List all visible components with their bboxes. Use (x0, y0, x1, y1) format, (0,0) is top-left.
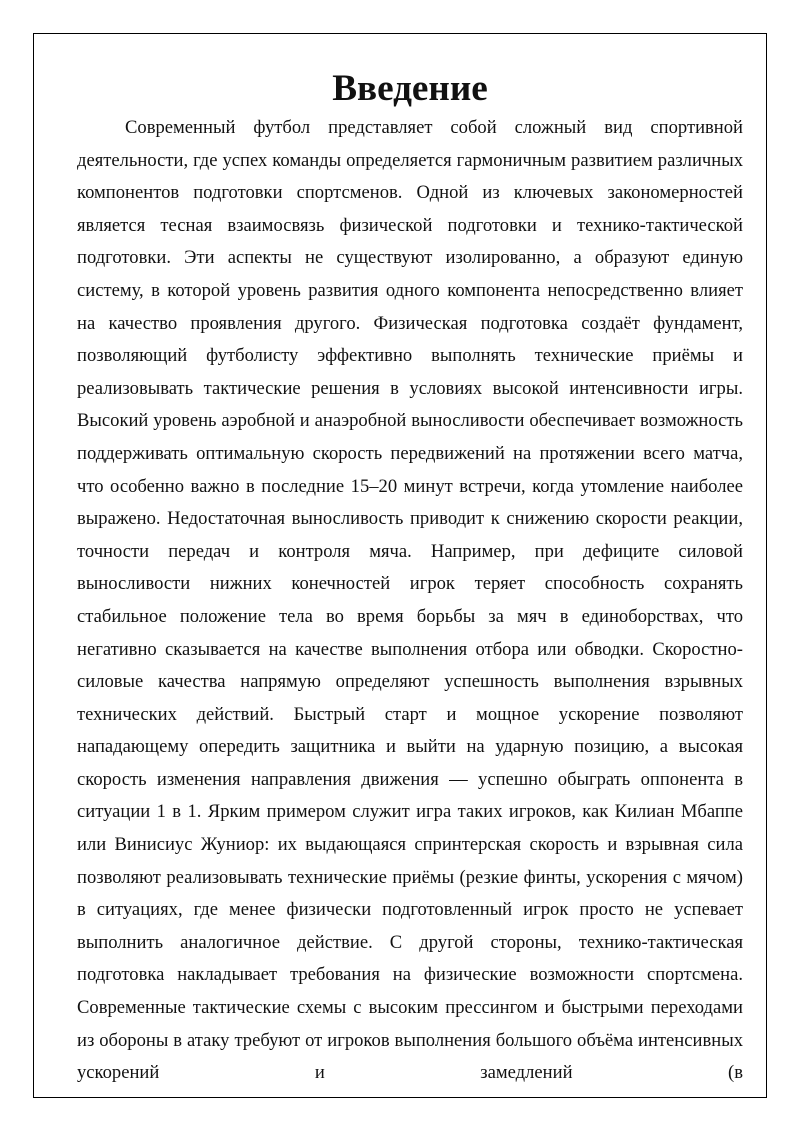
page (33, 33, 767, 1098)
document-title: Введение (332, 68, 488, 109)
document-paragraph: Современный футбол представляет собой сложный вид спортивной деятельности, где успех команды определяется гармоничным развитием различных компонентов подготовки спортсменов. Одной из ключевых закономерностей является тесная взаимосвязь физической подготовки и технико-тактической подготовки. Эти аспекты не существуют изолированно, а образуют единую систему, в которой уровень развития одного компонента непосредственно влияет на качество проявления другого. Физическая подготовка создаёт фундамент, позволяющий футболисту эффективно выполнять технические приёмы и реализовывать тактические решения в условиях высокой интенсивности игры. Высокий уровень аэробной и анаэробной выносливости обеспечивает возможность поддерживать оптимальную скорость передвижений на протяжении всего матча, что особенно важно в последние 15–20 минут встречи, когда утомление наиболее выражено. Недостаточная выносливость приводит к снижению скорости реакции, точности передач и контроля мяча. Например, при дефиците силовой выносливости нижних конечностей игрок теряет способность сохранять стабильное положение тела во время борьбы за мяч в единоборствах, что негативно сказывается на качестве выполнения отбора или обводки. Скоростно-силовые качества напрямую определяют успешность выполнения взрывных технических действий. Быстрый старт и мощное ускорение позволяют нападающему опередить защитника и выйти на ударную позицию, а высокая скорость изменения направления движения — успешно обыграть оппонента в ситуации 1 в 1. Ярким примером служит игра таких игроков, как Килиан Мбаппе или Винисиус Жуниор: их выдающаяся спринтерская скорость и взрывная сила позволяют реализовывать технические приёмы (резкие финты, ускорения с мячом) в ситуациях, где менее физически подготовленный игрок просто не успевает выполнить аналогичное действие. С другой стороны, технико-тактическая подготовка накладывает требования на физические возможности спортсмена. Современные тактические схемы с высоким прессингом и быстрыми переходами из обороны в атаку требуют от игроков выполнения большого объёма интенсивных ускорений и замедлений (в (77, 117, 743, 1084)
document-text-area (77, 68, 743, 1090)
